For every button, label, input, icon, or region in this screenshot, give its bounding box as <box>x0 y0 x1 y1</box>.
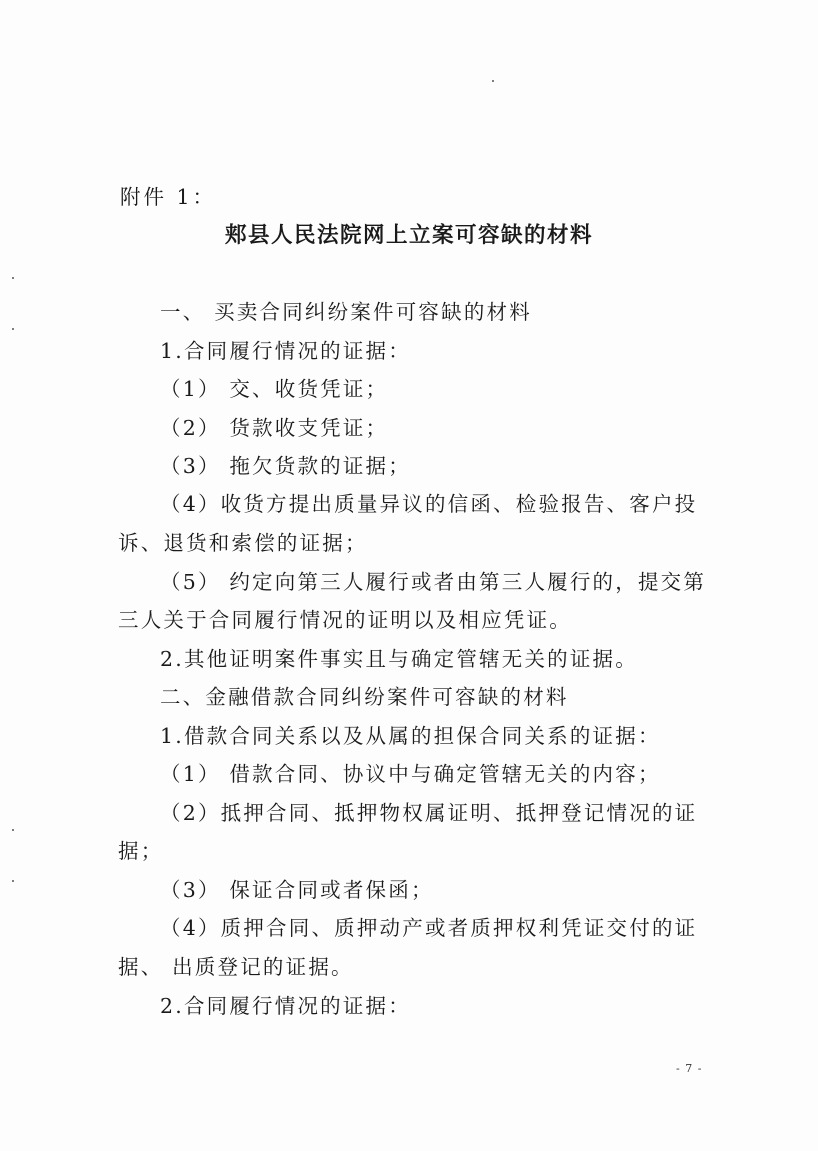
paragraph-line: 据； <box>118 839 164 863</box>
list-item: （4）质押合同、质押动产或者质押权利凭证交付的证 <box>160 916 698 940</box>
section-heading: 一、 买卖合同纠纷案件可容缺的材料 <box>160 300 532 324</box>
scan-speck <box>12 328 14 330</box>
paragraph-line: 据、 出质登记的证据。 <box>118 955 354 979</box>
scan-speck <box>12 880 14 882</box>
list-item: （2）抵押合同、抵押物权属证明、抵押登记情况的证 <box>160 801 698 825</box>
scan-speck <box>492 80 494 82</box>
paragraph-line: 1.借款合同关系以及从属的担保合同关系的证据： <box>160 724 661 748</box>
list-item: （1） 借款合同、协议中与确定管辖无关的内容； <box>160 762 661 786</box>
document-title: 郏县人民法院网上立案可容缺的材料 <box>224 223 593 248</box>
scan-speck <box>12 277 14 279</box>
paragraph-line: 2.其他证明案件事实且与确定管辖无关的证据。 <box>160 647 638 671</box>
attachment-label: 附件 1： <box>120 185 217 209</box>
list-item: （2） 货款收支凭证； <box>160 416 389 440</box>
paragraph-line: 诉、退货和索偿的证据； <box>118 531 368 555</box>
list-item: （1） 交、收货凭证； <box>160 377 389 401</box>
paragraph-line: 三人关于合同履行情况的证明以及相应凭证。 <box>118 608 572 632</box>
list-item: （3） 保证合同或者保函； <box>160 878 434 902</box>
scan-speck <box>12 829 14 831</box>
paragraph-line: 1.合同履行情况的证据： <box>160 339 411 363</box>
page-number: - 7 - <box>676 1062 703 1075</box>
list-item: （4）收货方提出质量异议的信函、检验报告、客户投 <box>160 492 698 516</box>
list-item: （5） 约定向第三人履行或者由第三人履行的，提交第 <box>160 570 707 594</box>
list-item: （3） 拖欠货款的证据； <box>160 454 411 478</box>
paragraph-line: 2.合同履行情况的证据： <box>160 994 411 1018</box>
section-heading: 二、金融借款合同纠纷案件可容缺的材料 <box>160 685 569 709</box>
